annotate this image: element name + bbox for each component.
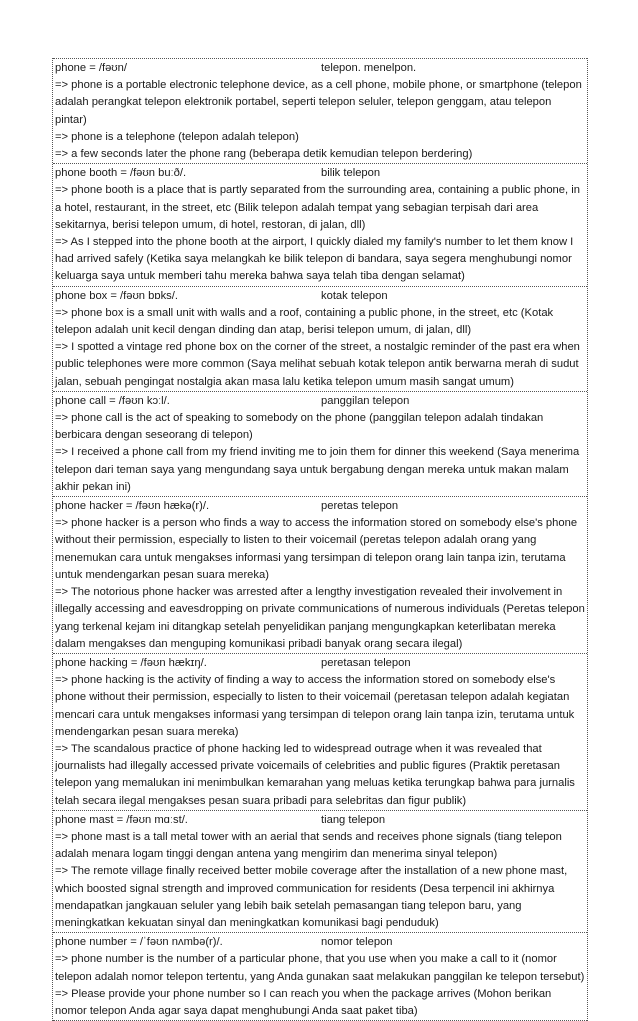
entry-term: phone = /fəʊn/	[55, 62, 127, 74]
entry-definition-line: => phone is a portable electronic telephone device, as a cell phone, mobile phone, or smartphone (telepon adalah perangkat telepon elektronik portabel, seperti telepon seluler, telepon genggam, atau telepon pintar)	[55, 79, 582, 126]
entry-definition-line: => The remote village finally received better mobile coverage after the installation of a new phone mast, which boosted signal strength and improved communication for residents (Desa terpencil ini akhirnya mendapatkan jangkauan seluler yang lebih baik setelah pemasangan tiang telepon baru, yang meningkatkan kekuatan sinyal dan meningkatkan komunikasi bagi penduduk)	[55, 865, 568, 929]
entry-term: phone box = /fəʊn bɒks/.	[55, 289, 178, 302]
glossary-entry	[53, 810, 587, 932]
entry-definition-line: => phone is a telephone (telepon adalah telepon)	[55, 130, 299, 143]
entry-translation: panggilan telepon	[321, 394, 410, 407]
entry-header	[55, 165, 585, 182]
entry-definition-line: => phone hacker is a person who finds a way to access the information stored on somebody else's phone without their permission, especially to listen to their voicemail (peretas telepon adalah orang yang menemukan cara untuk mengakses informasi yang tersimpan di telepon orang lain tanpa izin, terutama untuk mendengarkan pesan suara mereka)	[55, 517, 578, 581]
header-spacer	[273, 393, 321, 410]
entry-translation: telepon. menelpon.	[321, 62, 417, 74]
entry-term: phone booth = /fəʊn buːð/.	[55, 167, 187, 180]
glossary-entry	[53, 286, 587, 391]
entry-definition-line: => phone hacking is the activity of finding a way to access the information stored on somebody else's phone without their permission, especially to listen to their voicemail (peretasan telepon adalah kegiatan mencari cara untuk mengakses informasi yang tersimpan di telepon orang lain tanpa izin, terutama untuk mendengarkan pesan suara mereka)	[55, 674, 575, 738]
entry-header	[55, 498, 585, 515]
entry-definition-line: => Please provide your phone number so I can reach you when the package arrives (Mohon berikan nomor telepon Anda agar saya dapat menghubungi Anda saat paket tiba)	[55, 987, 552, 1017]
entry-header	[55, 288, 585, 305]
entry-definition-line: => phone number is the number of a particular phone, that you use when you make a call to it (nomor telepon adalah nomor telepon tertentu, yang Anda gunakan saat melakukan panggilan ke telepon tersebut)	[55, 953, 585, 983]
header-spacer	[273, 934, 321, 951]
glossary-entry	[53, 496, 587, 653]
entry-definition-line: => phone box is a small unit with walls and a roof, containing a public phone, in the street, etc (Kotak telepon adalah unit kecil dengan dinding dan atap, berisi telepon umum, di jalan, dll)	[55, 306, 554, 337]
entry-term: phone hacking = /fəʊn hækɪŋ/.	[55, 656, 207, 669]
entry-translation: tiang telepon	[321, 813, 386, 826]
entry-term: phone mast = /fəʊn mɑːst/.	[55, 813, 188, 826]
header-spacer	[273, 165, 321, 182]
entry-definition-line: => The notorious phone hacker was arrested after a lengthy investigation revealed their involvement in illegally accessing and eavesdropping on private communications of numerous individuals (Peretas telepon yang terkenal kejam ini ditangkap setelah penyelidikan panjang mengungkapkan keterlibatan mereka dalam mengakses dan menguping komunikasi pribadi banyak orang secara ilegal)	[55, 586, 585, 650]
entry-translation: kotak telepon	[321, 289, 388, 302]
glossary-page	[52, 58, 588, 1021]
glossary-entry	[53, 653, 587, 810]
glossary-entry	[53, 58, 587, 163]
entry-header	[55, 812, 585, 829]
entry-definition-line: => phone booth is a place that is partly separated from the surrounding area, containing a public phone, in a hotel, restaurant, in the street, etc (Bilik telepon adalah tempat yang sebagian terpisah dari area sekitarnya, berisi telepon umum, di hotel, restoran, di jalan, dll)	[55, 184, 580, 231]
glossary-entry	[53, 932, 587, 1021]
entry-translation: nomor telepon	[321, 936, 393, 949]
entry-definition-line: => I spotted a vintage red phone box on the corner of the street, a nostalgic reminder of the past era when public telephones were more common (Saya melihat sebuah kotak telepon antik berwarna merah di sudut jalan, sebuah pengingat nostalgia akan masa lalu ketika telepon umum masih sangat umum)	[55, 341, 580, 388]
entry-header	[55, 655, 585, 672]
header-spacer	[273, 498, 321, 515]
entry-header	[55, 934, 585, 951]
entry-header	[55, 60, 585, 77]
entry-definition-line: => As I stepped into the phone booth at the airport, I quickly dialed my family's number to let them know I had arrived safely (Ketika saya melangkah ke bilik telepon di bandara, saya segera menghubungi nomor keluarga saya untuk memberi tahu mereka bahwa saya telah tiba dengan selamat)	[55, 236, 574, 283]
entry-definition-line: => phone mast is a tall metal tower with an aerial that sends and receives phone signals (tiang telepon adalah menara logam tinggi dengan antena yang mengirim dan menerima sinyal telepon)	[55, 830, 562, 861]
entry-term: phone number = /ˈfəʊn nʌmbə(r)/.	[55, 936, 223, 949]
entry-translation: bilik telepon	[321, 167, 381, 180]
entry-translation: peretas telepon	[321, 500, 399, 513]
header-spacer	[273, 288, 321, 305]
entry-term: phone hacker = /fəʊn hækə(r)/.	[55, 500, 210, 513]
header-spacer	[273, 655, 321, 672]
entry-header	[55, 393, 585, 410]
entry-translation: peretasan telepon	[321, 656, 411, 669]
entry-definition-line: => a few seconds later the phone rang (beberapa detik kemudian telepon berdering)	[55, 148, 473, 161]
glossary-entry	[53, 163, 587, 285]
glossary-entry	[53, 391, 587, 496]
entry-definition-line: => I received a phone call from my friend inviting me to join them for dinner this weekend (Saya menerima telepon dari teman saya yang mengundang saya untuk bergabung dengan mereka untuk makan malam akhir pekan ini)	[55, 446, 580, 493]
header-spacer	[273, 60, 321, 77]
entry-definition-line: => The scandalous practice of phone hacking led to widespread outrage when it was revealed that journalists had illegally accessed private voicemails of celebrities and public figures (Praktik peretasan telepon yang memalukan ini menimbulkan kemarahan yang meluas ketika terungkap bahwa para jurnalis telah secara ilegal mengakses pesan suara pribadi para selebritas dan figur publik)	[55, 742, 575, 807]
entry-definition-line: => phone call is the act of speaking to somebody on the phone (panggilan telepon adalah tindakan berbicara dengan seseorang di telepon)	[55, 412, 544, 442]
entry-term: phone call = /fəʊn kɔːl/.	[55, 394, 170, 407]
header-spacer	[273, 812, 321, 829]
